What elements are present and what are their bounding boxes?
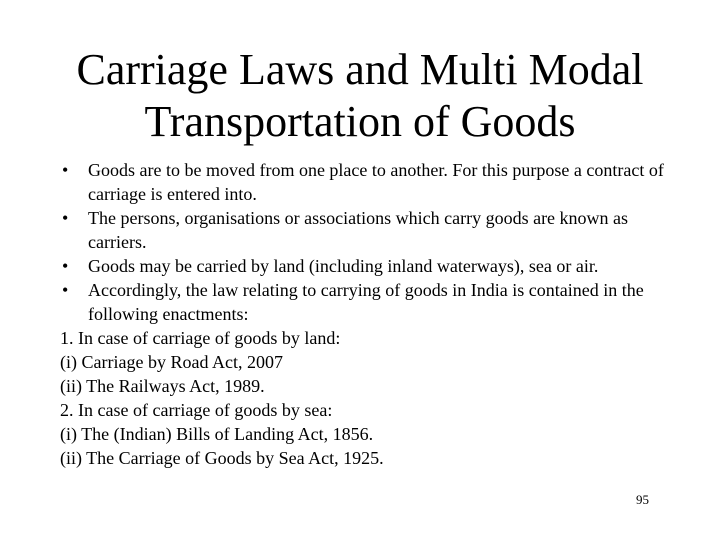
bullet-list: [60, 158, 690, 326]
bullet-item: [60, 254, 690, 278]
bullet-icon: •: [62, 280, 69, 300]
slide-body: [60, 158, 690, 470]
bullet-item: [60, 158, 690, 206]
enactment-heading-sea: 2. In case of carriage of goods by sea:: [60, 400, 333, 420]
bullet-text: Goods may be carried by land (including inland waterways), sea or air.: [88, 256, 599, 276]
bullet-icon: •: [62, 256, 69, 276]
page-number: 95: [636, 492, 649, 507]
enactment-item: (i) The (Indian) Bills of Landing Act, 1856.: [60, 424, 374, 444]
enactment-item: (ii) The Railways Act, 1989.: [60, 376, 265, 396]
slide-title: [0, 44, 720, 148]
bullet-icon: •: [62, 208, 69, 228]
slide-title-line: Carriage Laws and Multi Modal: [76, 45, 644, 94]
bullet-icon: •: [62, 160, 69, 180]
enactment-item: (ii) The Carriage of Goods by Sea Act, 1925.: [60, 448, 384, 468]
bullet-text: Goods are to be moved from one place to another. For this purpose a contract of carriage is entered into.: [88, 160, 664, 204]
bullet-text: Accordingly, the law relating to carrying of goods in India is contained in the following enactments:: [88, 280, 644, 324]
enactment-heading-land: 1. In case of carriage of goods by land:: [60, 328, 341, 348]
bullet-item: [60, 278, 690, 326]
enactment-item: (i) Carriage by Road Act, 2007: [60, 352, 283, 372]
slide-title-line: Transportation of Goods: [144, 97, 576, 146]
bullet-text: The persons, organisations or associations which carry goods are known as carriers.: [88, 208, 629, 252]
bullet-item: [60, 206, 690, 254]
